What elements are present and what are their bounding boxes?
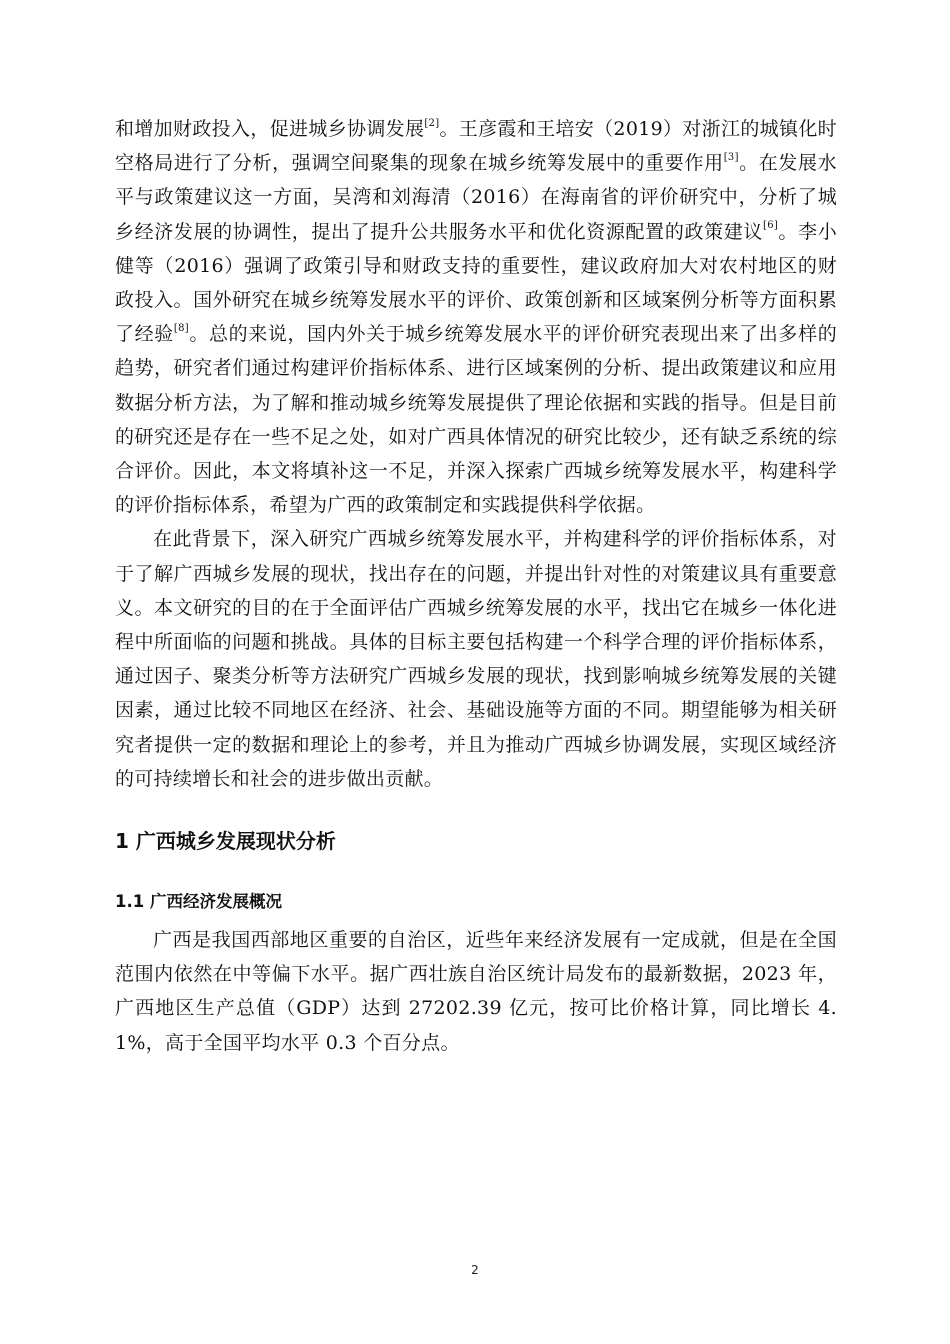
page-number: 2	[471, 1263, 479, 1277]
document-body	[115, 112, 837, 1060]
text-segment: 。在发展水平与政策建议这一方面，吴湾和刘海清（2016）在海南省的评价研究中，分析了城乡经济发展的协调性，提出了提升公共服务水平和优化资源配置的政策建议	[115, 152, 837, 243]
citation-ref: [8]	[173, 322, 189, 334]
text-segment: 。总的来说，国内外关于城乡统筹发展水平的评价研究表现出来了出多样的趋势，研究者们通过构建评价指标体系、进行区域案例的分析、提出政策建议和应用数据分析方法，为了解和推动城乡统筹发展提供了理论依据和实践的指导。但是目前的研究还是存在一些不足之处，如对广西具体情况的研究比较少，还有缺乏系统的综合评价。因此，本文将填补这一不足，并深入探索广西城乡统筹发展水平，构建科学的评价指标体系，希望为广西的政策制定和实践提供科学依据。	[115, 323, 838, 517]
subsection-heading: 1.1 广西经济发展概况	[115, 892, 282, 912]
paragraph-literature-review	[115, 112, 837, 522]
paragraph-research-purpose: 在此背景下，深入研究广西城乡统筹发展水平，并构建科学的评价指标体系，对于了解广西城乡发展的现状，找出存在的问题，并提出针对性的对策建议具有重要意义。本文研究的目的在于全面评估广西城乡统筹发展的水平，找出它在城乡一体化进程中所面临的问题和挑战。具体的目标主要包括构建一个科学合理的评价指标体系，通过因子、聚类分析等方法研究广西城乡发展的现状，找到影响城乡统筹发展的关键因素，通过比较不同地区在经济、社会、基础设施等方面的不同。期望能够为相关研究者提供一定的数据和理论上的参考，并且为推动广西城乡协调发展，实现区域经济的可持续增长和社会的进步做出贡献。	[115, 528, 837, 790]
section-heading: 1 广西城乡发展现状分析	[115, 829, 336, 854]
citation-ref: [2]	[424, 117, 440, 129]
text-segment: 和增加财政投入，促进城乡协调发展	[115, 118, 425, 140]
paragraph-economic-overview: 广西是我国西部地区重要的自治区，近些年来经济发展有一定成就，但是在全国范围内依然在中等偏下水平。据广西壮族自治区统计局发布的最新数据，2023 年，广西地区生产总值（GDP）达到 27202.39 亿元，按可比价格计算，同比增长 4.1%，高于全国平均水平 0.3 个百分点。	[115, 929, 837, 1054]
citation-ref: [6]	[763, 220, 779, 232]
text-segment: 。李小健等（2016）强调了政策引导和财政支持的重要性，建议政府加大对农村地区的财政投入。国外研究在城乡统筹发展水平的评价、政策创新和区域案例分析等方面积累了经验	[115, 220, 838, 346]
text-segment: 。王彦霞和王培安（2019）对浙江的城镇化时空格局进行了分析，强调空间聚集的现象在城乡统筹发展中的重要作用	[115, 118, 837, 175]
citation-ref: [3]	[723, 151, 739, 163]
